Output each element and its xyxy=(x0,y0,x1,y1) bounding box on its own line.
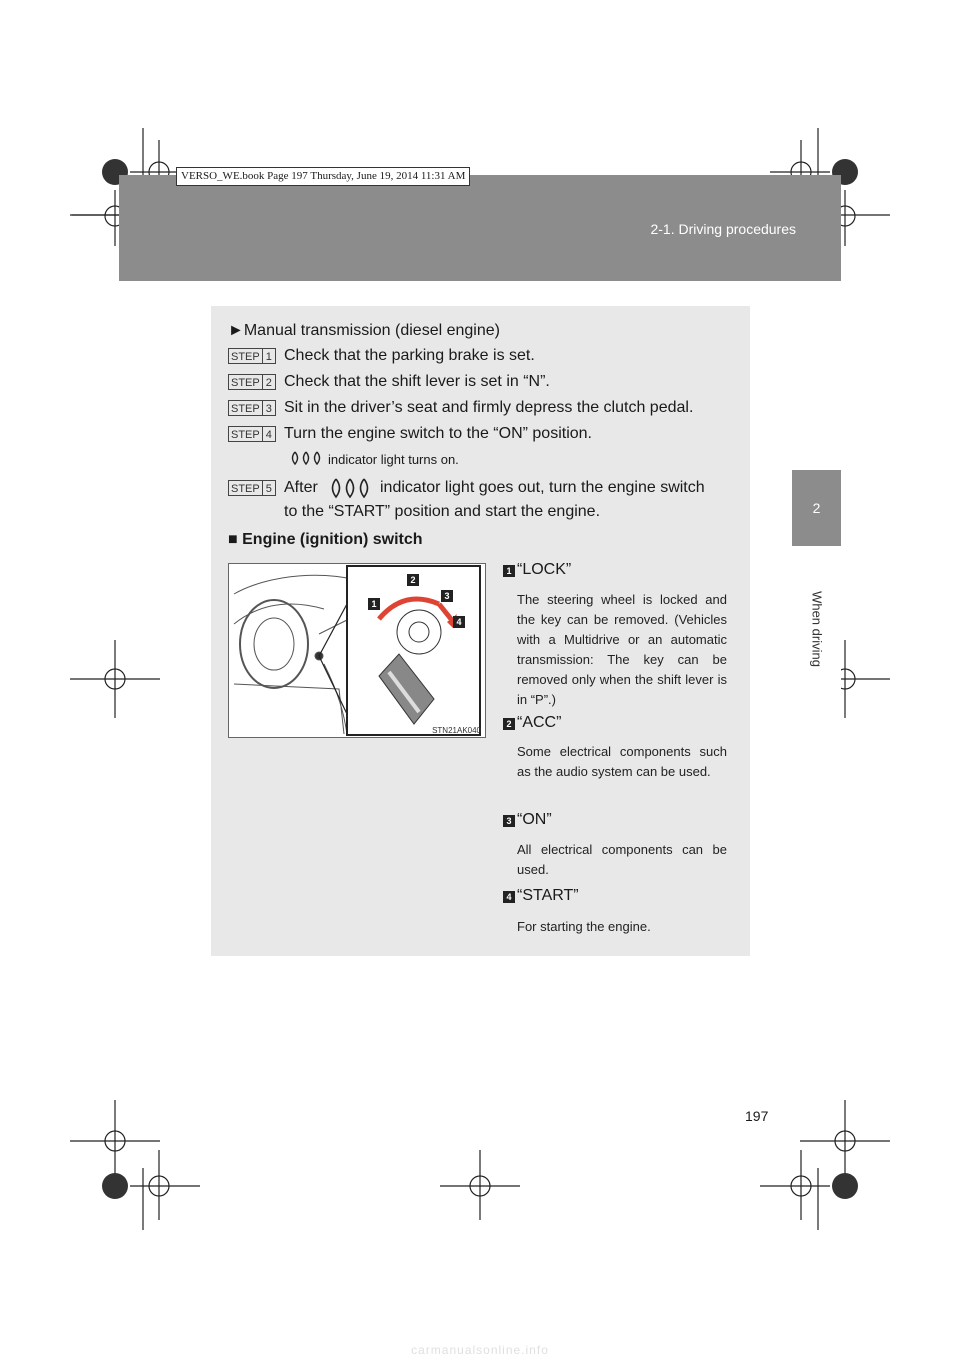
ignition-switch-illustration xyxy=(228,563,486,738)
step-4-text: Turn the engine switch to the “ON” position. xyxy=(284,425,592,442)
illustration-code: STN21AK040 xyxy=(432,726,481,735)
step-5-text-c: to the “START” position and start the engine. xyxy=(284,503,601,520)
section-title: 2-1. Driving procedures xyxy=(650,221,796,237)
callout-2: 2 xyxy=(407,574,419,586)
step-tag-3: STEP 3 xyxy=(228,400,276,416)
callout-1: 1 xyxy=(368,598,380,610)
section-heading: ►Manual transmission (diesel engine) xyxy=(228,322,500,339)
chapter-tab-label: When driving xyxy=(809,590,824,667)
position-badge-1: 1 xyxy=(503,565,515,577)
position-desc-start: For starting the engine. xyxy=(517,919,651,934)
position-desc-acc: Some electrical components such as the audio system can be used. xyxy=(517,744,727,779)
glow-plug-indicator-icon xyxy=(289,449,323,467)
chapter-tab xyxy=(792,546,841,711)
step-2-text: Check that the shift lever is set in “N”. xyxy=(284,373,550,390)
position-label-acc: “ACC” xyxy=(517,714,562,731)
indicator-note: indicator light turns on. xyxy=(328,452,459,467)
book-stamp: VERSO_WE.book Page 197 Thursday, June 19, 2014 11:31 AM xyxy=(176,167,470,186)
glow-plug-indicator-icon xyxy=(328,476,372,500)
position-badge-4: 4 xyxy=(503,891,515,903)
footer-watermark[interactable]: carmanualsonline.info xyxy=(411,1343,549,1357)
step-1-text: Check that the parking brake is set. xyxy=(284,347,535,364)
step-tag-4: STEP 4 xyxy=(228,426,276,442)
position-label-on: “ON” xyxy=(517,811,552,828)
step-3-text: Sit in the driver’s seat and firmly depress the clutch pedal. xyxy=(284,399,694,416)
step-tag-1: STEP 1 xyxy=(228,348,276,364)
step-5-text-a: After xyxy=(284,479,318,496)
step-5-text-b: indicator light goes out, turn the engine switch xyxy=(380,479,705,496)
position-badge-3: 3 xyxy=(503,815,515,827)
chapter-tab-number: 2 xyxy=(792,470,841,546)
callout-3: 3 xyxy=(441,590,453,602)
position-desc-on: All electrical components can be used. xyxy=(517,842,727,877)
position-desc-lock: The steering wheel is locked and the key can be removed. (Vehicles with a Multidrive or an automatic transmission: The key can be removed only when the shift lever is in “P”.) xyxy=(517,592,727,707)
position-label-start: “START” xyxy=(517,887,579,904)
square-bullet-icon: ■ xyxy=(228,531,238,548)
step-tag-2: STEP 2 xyxy=(228,374,276,390)
position-label-lock: “LOCK” xyxy=(517,561,572,578)
page-number: 197 xyxy=(745,1108,769,1124)
callout-4: 4 xyxy=(453,616,465,628)
step-tag-5: STEP 5 xyxy=(228,480,276,496)
position-badge-2: 2 xyxy=(503,718,515,730)
subheading: ■ Engine (ignition) switch xyxy=(228,531,423,548)
